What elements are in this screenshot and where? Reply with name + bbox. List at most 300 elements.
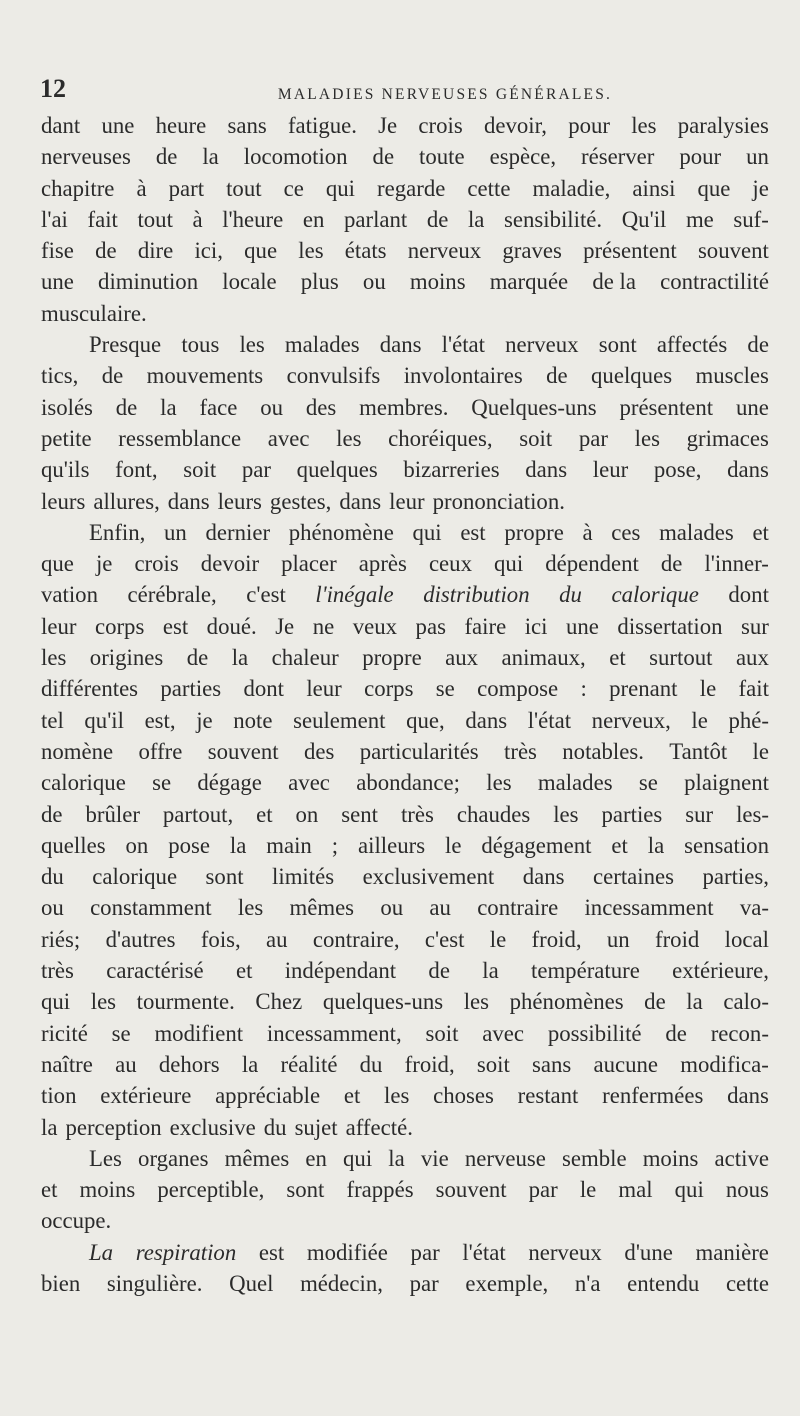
text-line bbox=[41, 1143, 769, 1174]
word: fait bbox=[87, 206, 118, 232]
word: paralysies bbox=[677, 113, 769, 138]
word: leur bbox=[306, 676, 342, 702]
word: qui bbox=[412, 519, 442, 545]
word: le bbox=[691, 707, 708, 733]
word: indépendant bbox=[284, 958, 397, 984]
word: main bbox=[266, 832, 312, 858]
word: de bbox=[747, 332, 769, 358]
word: une bbox=[41, 269, 74, 295]
body-text bbox=[41, 110, 769, 1299]
word: dant bbox=[41, 113, 81, 138]
word: mêmes bbox=[289, 895, 355, 921]
word: un bbox=[164, 519, 187, 545]
word: à bbox=[582, 519, 593, 545]
word: froid, bbox=[404, 1051, 455, 1077]
word: corps bbox=[94, 613, 145, 639]
word: occupe. bbox=[41, 1208, 112, 1234]
word: sur bbox=[741, 613, 769, 639]
word: et bbox=[752, 519, 769, 545]
word: dernier bbox=[205, 519, 271, 545]
word: la bbox=[160, 394, 177, 420]
word: et bbox=[609, 645, 626, 671]
text-line bbox=[41, 861, 769, 892]
word: que bbox=[697, 175, 731, 201]
word: très bbox=[504, 738, 537, 764]
text-line bbox=[41, 360, 769, 391]
word: dans bbox=[167, 488, 210, 514]
word: grimaces bbox=[686, 425, 769, 451]
word: de bbox=[101, 363, 124, 389]
word: prononciation. bbox=[432, 488, 565, 514]
word: je bbox=[752, 175, 769, 201]
word: après bbox=[358, 551, 407, 577]
word: qui bbox=[343, 1145, 373, 1171]
word: locomotion bbox=[243, 144, 348, 170]
word: ; bbox=[331, 832, 339, 858]
word: se bbox=[111, 1020, 131, 1046]
word: je bbox=[196, 707, 213, 733]
text-line bbox=[41, 767, 769, 798]
word: n'a bbox=[574, 1270, 601, 1296]
word: bien bbox=[41, 1270, 81, 1296]
word: prenant bbox=[609, 676, 678, 702]
word: extérieure bbox=[100, 1083, 192, 1109]
word: par bbox=[241, 457, 271, 483]
word: le bbox=[489, 926, 507, 952]
word: compose bbox=[477, 676, 559, 702]
word: de bbox=[115, 394, 138, 420]
word: et bbox=[41, 1177, 58, 1203]
word: pose, bbox=[653, 457, 702, 483]
word: des bbox=[305, 394, 337, 420]
word: ou bbox=[362, 269, 386, 295]
word: à bbox=[136, 175, 147, 201]
word: de bbox=[644, 989, 666, 1015]
word: tout bbox=[226, 175, 262, 201]
word: moins bbox=[642, 1145, 699, 1171]
word: les bbox=[41, 645, 67, 671]
word: recon- bbox=[710, 1020, 769, 1046]
word: offre bbox=[138, 738, 183, 764]
text-line bbox=[41, 611, 769, 642]
word: dans bbox=[339, 488, 382, 514]
word: possibilité bbox=[547, 1020, 642, 1046]
word: dans bbox=[379, 332, 422, 358]
word: d'une bbox=[624, 1239, 673, 1265]
word: tout bbox=[137, 206, 173, 232]
word: que bbox=[41, 551, 74, 577]
word: calorique bbox=[611, 582, 699, 608]
word: dont bbox=[243, 676, 284, 702]
word: le bbox=[699, 676, 717, 702]
word: ne bbox=[312, 613, 335, 639]
word: ou bbox=[260, 394, 284, 420]
word: le bbox=[445, 832, 462, 858]
word: qui bbox=[41, 989, 71, 1015]
word: mal bbox=[618, 1177, 653, 1203]
word: respiration bbox=[135, 1239, 237, 1265]
word: aux bbox=[735, 645, 769, 671]
word: nerveuses bbox=[41, 144, 131, 170]
word: l'inégale bbox=[315, 582, 394, 608]
word: dépendent bbox=[545, 551, 639, 577]
word: que bbox=[244, 238, 278, 264]
word: de bbox=[95, 238, 117, 264]
word: placer bbox=[281, 551, 337, 577]
word: faire bbox=[464, 613, 507, 639]
word: tous bbox=[181, 332, 220, 358]
word: l'heure bbox=[222, 206, 284, 232]
word: se bbox=[638, 770, 658, 796]
word: moins bbox=[79, 1177, 136, 1203]
word: moins bbox=[409, 269, 466, 295]
word: calorique bbox=[41, 770, 126, 796]
word: calo- bbox=[723, 989, 769, 1015]
word: la bbox=[482, 958, 499, 984]
word: par bbox=[528, 1177, 558, 1203]
text-line bbox=[41, 329, 769, 360]
word: une bbox=[101, 113, 135, 138]
word: tion bbox=[41, 1083, 77, 1109]
word: perception bbox=[65, 1114, 162, 1140]
word: par bbox=[410, 1239, 440, 1265]
word: dans bbox=[727, 457, 769, 483]
word: l'état bbox=[527, 707, 572, 733]
word: du bbox=[41, 864, 64, 890]
word: leur bbox=[592, 457, 629, 483]
word: de bbox=[665, 1020, 687, 1046]
word: est, bbox=[144, 707, 176, 733]
word: calorique bbox=[92, 864, 178, 890]
word: qu'il bbox=[84, 707, 124, 733]
text-line bbox=[41, 830, 769, 861]
word: isolés bbox=[41, 394, 93, 420]
word: parlant bbox=[343, 206, 408, 232]
word: soit bbox=[519, 425, 553, 451]
word: dehors bbox=[158, 1051, 220, 1077]
word: active bbox=[714, 1145, 769, 1171]
word: de bbox=[372, 144, 395, 170]
word: espèce, bbox=[489, 144, 557, 170]
word: soit bbox=[183, 457, 217, 483]
word: naître bbox=[41, 1051, 93, 1077]
word: plaignent bbox=[684, 770, 769, 796]
word: ricité bbox=[41, 1020, 88, 1046]
text-line bbox=[41, 517, 769, 548]
word: froid bbox=[654, 926, 700, 952]
word: les bbox=[463, 989, 490, 1015]
word: dans bbox=[465, 707, 508, 733]
word: choses bbox=[433, 1083, 494, 1109]
word: distribution bbox=[423, 582, 530, 608]
text-line bbox=[41, 1268, 769, 1299]
word: bizarreries bbox=[403, 457, 500, 483]
word: mouvements bbox=[146, 363, 264, 389]
word: je bbox=[95, 551, 113, 577]
word: entendu bbox=[627, 1270, 700, 1296]
word: la bbox=[241, 1051, 259, 1077]
text-line bbox=[41, 705, 769, 736]
word: les bbox=[486, 770, 512, 796]
word: gestes, bbox=[269, 488, 332, 514]
word: ou bbox=[380, 895, 404, 921]
word: les bbox=[631, 113, 657, 138]
word: fois, bbox=[200, 926, 241, 952]
word: Chez bbox=[255, 989, 303, 1015]
word: fatigue. bbox=[287, 113, 357, 138]
word: extérieure, bbox=[672, 958, 769, 984]
word: petite bbox=[41, 425, 92, 451]
word: modifient bbox=[154, 1020, 244, 1046]
word: contraire, bbox=[312, 926, 400, 952]
word: les bbox=[553, 801, 579, 827]
word: ces bbox=[611, 519, 641, 545]
word: notables. bbox=[562, 738, 644, 764]
word: incessamment bbox=[584, 895, 714, 921]
word: aux bbox=[445, 645, 479, 671]
text-line bbox=[41, 1174, 769, 1205]
word: Enfin, bbox=[89, 519, 146, 545]
word: de bbox=[428, 958, 450, 984]
word: incessamment, bbox=[266, 1020, 402, 1046]
word: dans bbox=[727, 1083, 769, 1109]
word: limités bbox=[272, 864, 335, 890]
word: soit bbox=[425, 1020, 459, 1046]
word: diminution bbox=[98, 269, 199, 295]
text-line bbox=[41, 235, 769, 266]
word: souvent bbox=[207, 738, 279, 764]
word: du bbox=[359, 1051, 383, 1077]
word: sujet bbox=[294, 1114, 338, 1140]
word: que, bbox=[406, 707, 445, 733]
word: et bbox=[611, 832, 628, 858]
word: toute bbox=[419, 144, 465, 170]
word: involontaires bbox=[403, 363, 523, 389]
word: musculaire. bbox=[41, 300, 147, 326]
word: avec bbox=[267, 425, 310, 451]
word: restant bbox=[517, 1083, 579, 1109]
word: riés; bbox=[41, 926, 81, 952]
word: part bbox=[168, 175, 205, 201]
word: température bbox=[531, 958, 640, 984]
word: et bbox=[256, 801, 273, 827]
word: une bbox=[735, 394, 769, 420]
word: marquée bbox=[489, 269, 569, 295]
word: la bbox=[647, 832, 665, 858]
word: avec bbox=[482, 1020, 525, 1046]
word: les bbox=[634, 425, 660, 451]
word: affectés bbox=[656, 332, 728, 358]
word: réserver bbox=[580, 144, 655, 170]
word: aucune bbox=[593, 1051, 659, 1077]
word: dissertation bbox=[617, 613, 723, 639]
word: en bbox=[305, 1145, 327, 1171]
word: par bbox=[578, 425, 608, 451]
text-line bbox=[41, 173, 769, 204]
word: seulement bbox=[293, 707, 386, 733]
word: choréiques, bbox=[388, 425, 493, 451]
word: de bbox=[546, 363, 568, 389]
word: face bbox=[199, 394, 238, 420]
word: suf- bbox=[733, 206, 769, 232]
word: ailleurs bbox=[358, 832, 426, 858]
word: de bbox=[155, 144, 178, 170]
word: constamment bbox=[90, 895, 212, 921]
word: les- bbox=[736, 801, 769, 827]
word: frappés bbox=[346, 1177, 414, 1203]
word: convulsifs bbox=[286, 363, 381, 389]
word: heure bbox=[155, 113, 207, 138]
word: le bbox=[752, 738, 769, 764]
word: souvent bbox=[435, 1177, 507, 1203]
word: exclusive bbox=[169, 1114, 256, 1140]
word: les bbox=[336, 425, 362, 451]
word: renfermées bbox=[602, 1083, 704, 1109]
word: organes bbox=[138, 1145, 209, 1171]
word: ressemblance bbox=[118, 425, 242, 451]
word: tourmente. bbox=[136, 989, 235, 1015]
word: appréciable bbox=[215, 1083, 321, 1109]
word: veux bbox=[352, 613, 398, 639]
word: médecin, bbox=[300, 1270, 383, 1296]
word: et bbox=[343, 1083, 361, 1109]
word: chaudes bbox=[456, 801, 531, 827]
word: leur bbox=[389, 488, 425, 514]
word: quelques-uns bbox=[322, 989, 444, 1015]
word: qu'ils bbox=[41, 457, 90, 483]
word: cette bbox=[467, 175, 511, 201]
word: se bbox=[435, 676, 455, 702]
word: membres. bbox=[359, 394, 449, 420]
word: corps bbox=[364, 676, 414, 702]
word: à bbox=[192, 206, 203, 232]
word: graves bbox=[502, 238, 562, 264]
word: dont bbox=[728, 582, 769, 608]
word: dire bbox=[137, 238, 174, 264]
word: les bbox=[237, 895, 264, 921]
word: souvent bbox=[697, 238, 769, 264]
word: nerveux bbox=[505, 332, 579, 358]
word: exemple, bbox=[465, 1270, 549, 1296]
word: chaleur bbox=[271, 645, 339, 671]
text-line bbox=[41, 1237, 769, 1268]
word: leurs bbox=[41, 488, 86, 514]
word: du bbox=[559, 582, 582, 608]
word: réalité bbox=[280, 1051, 338, 1077]
word: dans bbox=[525, 457, 568, 483]
text-line bbox=[41, 799, 769, 830]
word: exclusivement bbox=[362, 864, 495, 890]
text-line bbox=[41, 486, 769, 517]
word: muscles bbox=[695, 363, 769, 389]
word: par bbox=[409, 1270, 439, 1296]
word: de bbox=[41, 801, 63, 827]
word: Je bbox=[378, 113, 398, 138]
text-line bbox=[41, 642, 769, 673]
text-line bbox=[41, 454, 769, 485]
word: différentes bbox=[41, 676, 139, 702]
word: partout, bbox=[162, 801, 234, 827]
text-line bbox=[41, 266, 769, 297]
word: parties, bbox=[702, 864, 769, 890]
word: regarde bbox=[377, 175, 446, 201]
word: présentent bbox=[619, 394, 714, 420]
word: les bbox=[239, 332, 265, 358]
word: mêmes bbox=[224, 1145, 290, 1171]
word: leur bbox=[41, 613, 77, 639]
word: d'autres bbox=[105, 926, 176, 952]
word: brûler bbox=[85, 801, 140, 827]
word: est bbox=[460, 519, 486, 545]
word: nous bbox=[725, 1177, 769, 1203]
word: nerveuse bbox=[464, 1145, 546, 1171]
word: plus bbox=[300, 269, 339, 295]
word: affecté. bbox=[345, 1114, 413, 1140]
word: parties bbox=[160, 676, 222, 702]
word: pour bbox=[568, 113, 610, 138]
word: sont bbox=[598, 332, 637, 358]
word: sans bbox=[532, 1051, 572, 1077]
word: nerveux bbox=[407, 238, 482, 264]
word: la bbox=[202, 144, 219, 170]
word: contraire bbox=[477, 895, 559, 921]
word: l'état bbox=[441, 332, 486, 358]
word: nerveux, bbox=[591, 707, 671, 733]
word: qui bbox=[674, 1177, 704, 1203]
word: malades bbox=[537, 770, 613, 796]
word: phé- bbox=[728, 707, 769, 733]
text-line bbox=[41, 423, 769, 454]
word: la bbox=[41, 1114, 58, 1140]
word: sans bbox=[227, 113, 267, 138]
word: ou bbox=[41, 895, 64, 921]
word: on bbox=[295, 801, 319, 827]
word: pas bbox=[415, 613, 446, 639]
word: surtout bbox=[649, 645, 713, 671]
word: vie bbox=[420, 1145, 449, 1171]
word: avec bbox=[288, 770, 330, 796]
word: de bbox=[186, 645, 209, 671]
word: contractilité bbox=[660, 269, 769, 295]
word: très bbox=[400, 801, 434, 827]
word: c'est bbox=[246, 582, 286, 608]
word: l'ai bbox=[41, 206, 68, 232]
word: un bbox=[746, 144, 769, 170]
word: Presque bbox=[89, 332, 162, 358]
word: propre bbox=[504, 519, 564, 545]
page-number: 12 bbox=[40, 74, 66, 103]
word: au bbox=[115, 1051, 137, 1077]
word: fait bbox=[738, 676, 769, 702]
word: soit bbox=[476, 1051, 510, 1077]
word: au bbox=[266, 926, 288, 952]
word: phénomènes bbox=[509, 989, 624, 1015]
word: leurs bbox=[217, 488, 262, 514]
word: des bbox=[303, 738, 335, 764]
text-line bbox=[41, 1049, 769, 1080]
word: présentent bbox=[583, 238, 677, 264]
word: la bbox=[388, 1145, 405, 1171]
word: quelques bbox=[296, 457, 378, 483]
word: Les bbox=[89, 1145, 122, 1171]
word: : bbox=[580, 676, 587, 702]
word: sur bbox=[685, 801, 714, 827]
word: sensibilité. bbox=[503, 206, 603, 232]
word: Qu'il bbox=[621, 206, 667, 232]
word: particularités bbox=[359, 738, 479, 764]
word: modifica- bbox=[680, 1051, 769, 1077]
word: maladie, bbox=[532, 175, 611, 201]
